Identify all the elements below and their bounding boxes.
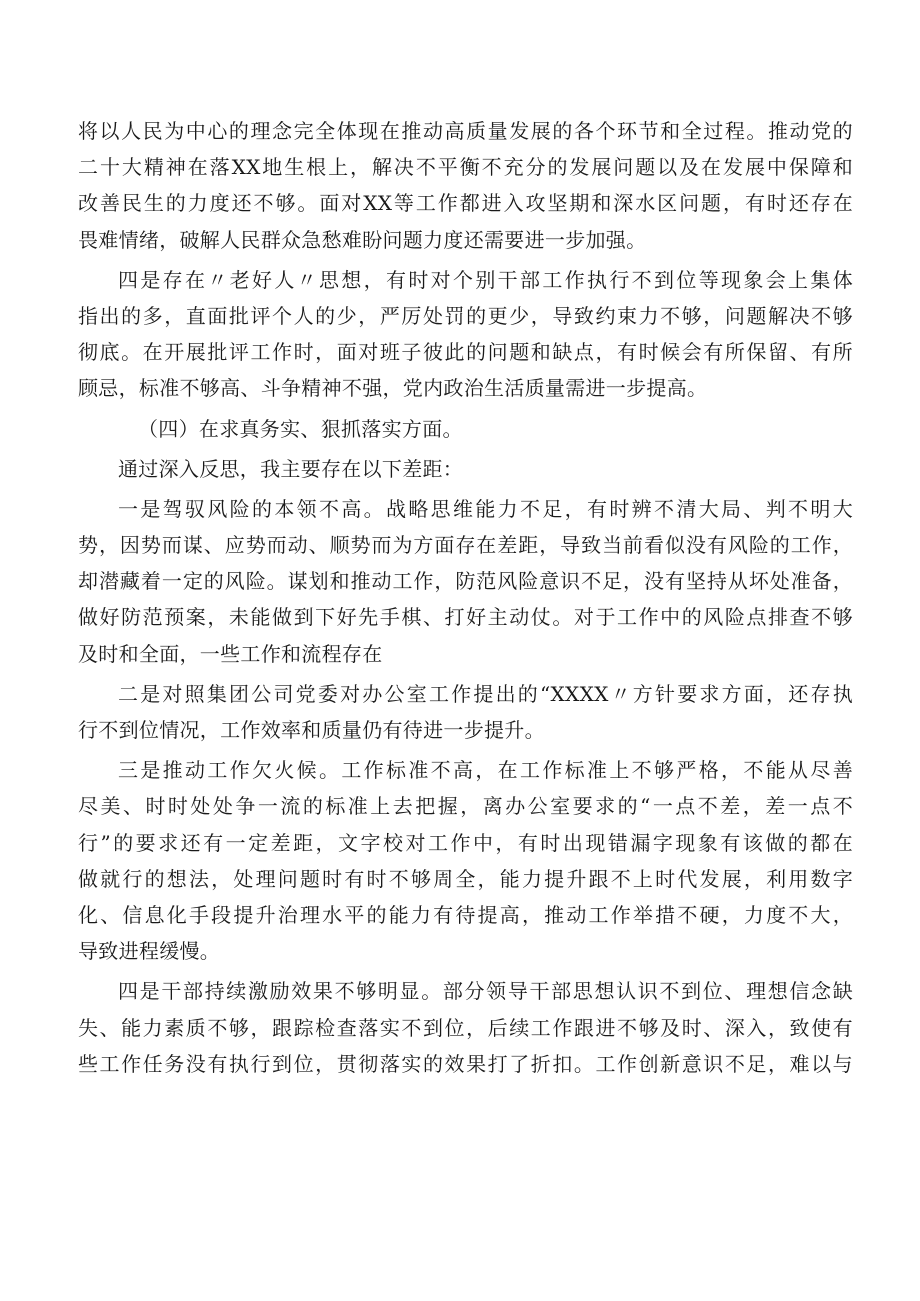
document-body <box>78 113 853 1082</box>
paragraph <box>78 262 853 407</box>
paragraph <box>78 491 853 672</box>
paragraph <box>78 752 853 969</box>
text-line: 二十大精神在落XX地生根上，解决不平衡不充分的发展问题以及在发展中保障和 <box>78 155 853 180</box>
text-line: 一是驾驭风险的本领不高。战略思维能力不足，有时辨不清大局、判不明大 <box>118 496 853 521</box>
text-line: 及时和全面，一些工作和流程存在 <box>78 641 383 666</box>
text-line: 通过深入反思，我主要存在以下差距： <box>118 456 464 481</box>
paragraph <box>78 973 853 1082</box>
text-line: 顾忌，标准不够高、斗争精神不强，党内政治生活质量需进一步提高。 <box>78 376 708 401</box>
paragraph <box>78 411 853 447</box>
text-line: 些工作任务没有执行到位，贯彻落实的效果打了折扣。工作创新意识不足，难以与 <box>78 1051 853 1076</box>
text-line: 做好防范预案，未能做到下好先手棋、打好主动仗。对于工作中的风险点排查不够 <box>78 605 853 630</box>
text-line: 畏难情绪，破解人民群众急愁难盼问题力度还需要进一步加强。 <box>78 227 647 252</box>
text-line: 指出的多，直面批评个人的少，严厉处罚的更少，导致约束力不够，问题解决不够 <box>78 303 853 328</box>
text-line: 四是存在〃老好人〃思想，有时对个别干部工作执行不到位等现象会上集体 <box>118 267 853 292</box>
text-line: 做就行的想法，处理问题时有时不够周全，能力提升跟不上时代发展，利用数字 <box>78 866 853 891</box>
text-line: 将以人民为中心的理念完全体现在推动高质量发展的各个环节和全过程。推动党的 <box>78 119 853 143</box>
text-line: 却潜藏着一定的风险。谋划和推动工作，防范风险意识不足，没有坚持从坏处准备， <box>78 569 853 594</box>
text-line: 二是对照集团公司党委对办公室工作提出的“XXXX〃方针要求方面，还存执 <box>118 681 853 706</box>
paragraph <box>78 451 853 487</box>
text-line: 行不到位情况，工作效率和质量仍有待进一步提升。 <box>78 718 545 742</box>
paragraph <box>78 113 853 258</box>
text-line: 三是推动工作欠火候。工作标准不高，在工作标准上不够严格，不能从尽善 <box>118 758 853 783</box>
text-line: 失、能力素质不够，跟踪检查落实不到位，后续工作跟进不够及时、深入，致使有 <box>78 1015 853 1040</box>
text-line: 化、信息化手段提升治理水平的能力有待提高，推动工作举措不硬，力度不大， <box>78 902 853 927</box>
text-line: 尽美、时时处处争一流的标准上去把握，离办公室要求的“一点不差，差一点不 <box>78 794 853 819</box>
text-line: 四是干部持续激励效果不够明显。部分领导干部思想认识不到位、理想信念缺 <box>118 979 853 1004</box>
text-line: 势，因势而谋、应势而动、顺势而为方面存在差距，导致当前看似没有风险的工作， <box>78 533 853 558</box>
text-line: 导致进程缓慢。 <box>78 939 221 964</box>
text-line: （四）在求真务实、狠抓落实方面。 <box>138 416 463 441</box>
text-line: 行”的要求还有一定差距，文字校对工作中，有时出现错漏字现象有该做的都在 <box>78 830 853 855</box>
text-line: 彻底。在开展批评工作时，面对班子彼此的问题和缺点，有时候会有所保留、有所 <box>78 340 853 365</box>
paragraph <box>78 676 853 748</box>
text-line: 改善民生的力度还不够。面对XX等工作都进入攻坚期和深水区问题，有时还存在 <box>78 191 853 216</box>
